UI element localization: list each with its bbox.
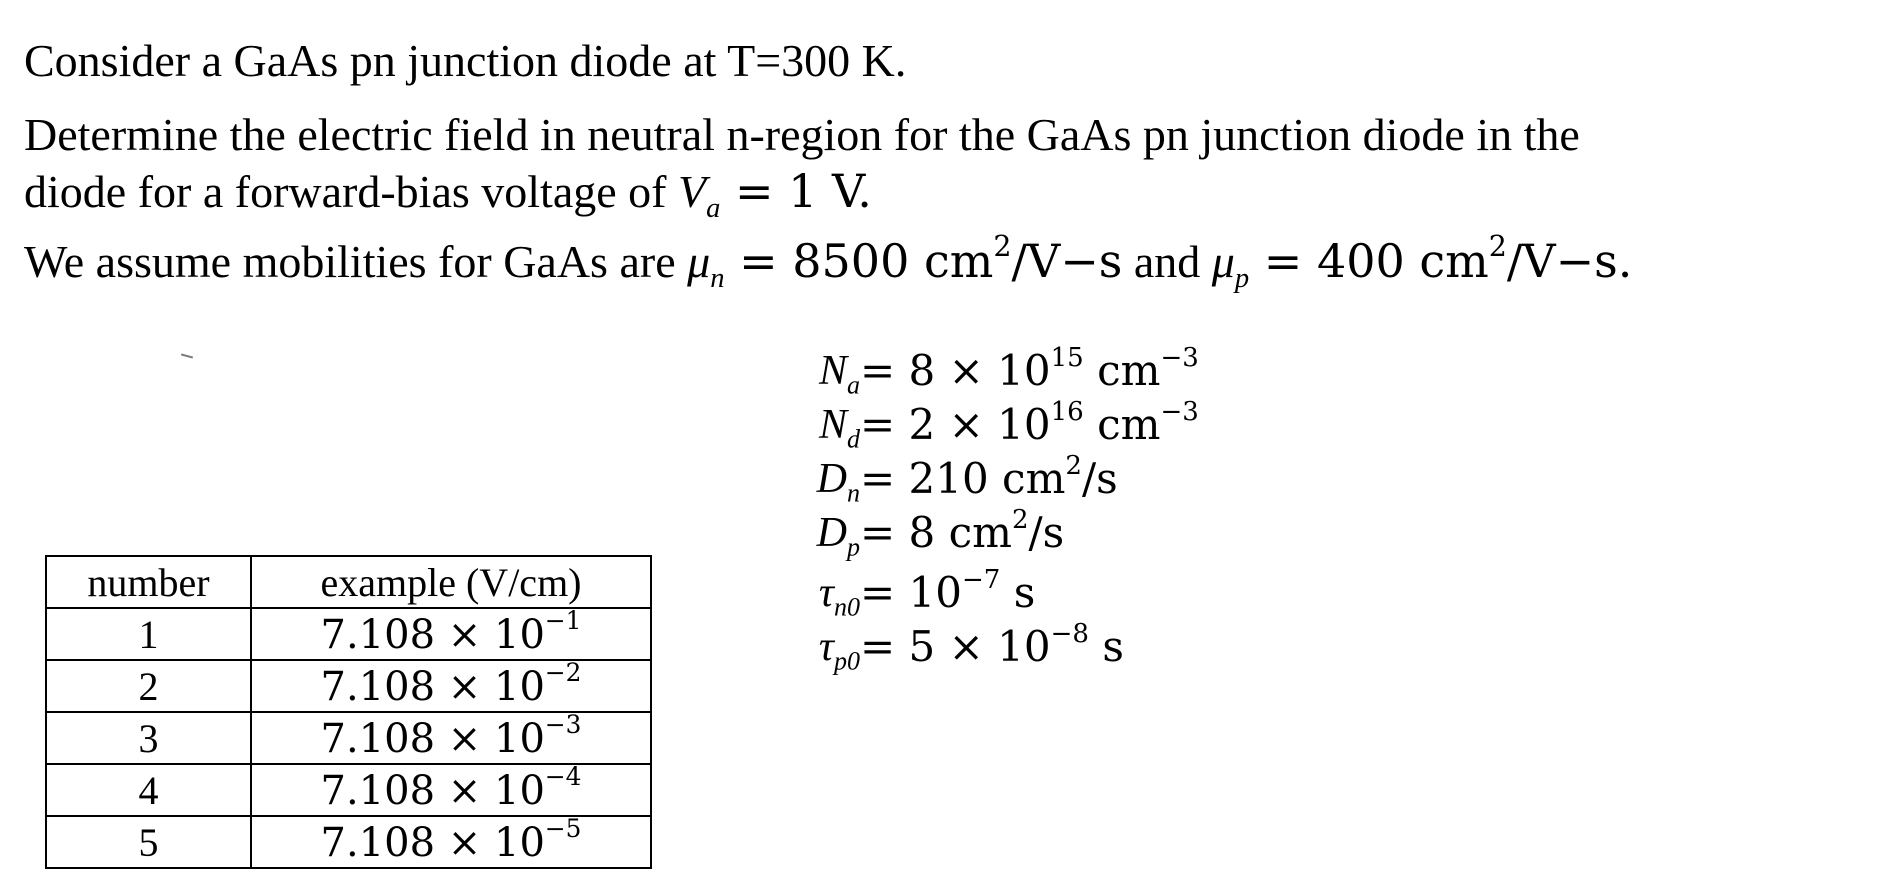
row-number: 3 [46, 712, 251, 764]
row-value: $7.108 \times 10^{-4}$ [251, 764, 651, 816]
row-value: $7.108 \times 10^{-5}$ [251, 816, 651, 868]
problem-line-2 [24, 109, 1580, 160]
stray-mark [181, 353, 193, 358]
table-row [46, 608, 651, 660]
parameter-value: = $5 \times 10^{-8}$ s [860, 619, 1124, 671]
mu-n-value: = 8500 cm [724, 234, 994, 288]
parameter-symbol: $D_n$ [816, 456, 860, 508]
mu-n-symbol: μ [687, 236, 711, 287]
table-row [46, 816, 651, 868]
row-number: 5 [46, 816, 251, 868]
voltage-value: = 1 V. [720, 164, 872, 218]
parameter-value: = 8 $cm^2/s$ [860, 505, 1065, 557]
mu-p-exponent: 2 [1488, 230, 1507, 264]
table-row [46, 660, 651, 712]
problem-line-1-text: Consider a GaAs pn junction diode at T=300 K. [24, 35, 907, 86]
table-row [46, 764, 651, 816]
parameter-value: = $10^{-7}$ s [860, 565, 1036, 617]
parameter-value: = 210 $cm^2/s$ [860, 451, 1118, 503]
parameter-symbol: $N_a$ [818, 348, 860, 400]
row-number: 4 [46, 764, 251, 816]
row-value: $7.108 \times 10^{-2}$ [251, 660, 651, 712]
answer-table [45, 555, 652, 869]
parameter-symbol: $\tau_{n0}$ [818, 570, 860, 622]
and-text: and [1122, 236, 1212, 287]
row-value: $7.108 \times 10^{-1}$ [251, 608, 651, 660]
mu-n-subscript: n [710, 263, 725, 295]
voltage-symbol: V [677, 166, 707, 217]
mu-n-exponent: 2 [993, 230, 1012, 264]
voltage-subscript: a [706, 193, 721, 225]
problem-line-3 [24, 164, 872, 225]
mu-p-symbol: μ [1211, 236, 1235, 287]
column-header-number: number [46, 556, 251, 608]
parameter-symbol: $N_d$ [818, 402, 860, 454]
row-number: 2 [46, 660, 251, 712]
parameter-symbol: $\tau_{p0}$ [818, 624, 860, 676]
problem-line-4 [24, 230, 1633, 295]
problem-line-4-text: We assume mobilities for GaAs are [24, 236, 688, 287]
problem-line-1 [24, 35, 907, 86]
parameter-value: = $8 \times 10^{15}$ $cm^{-3}$ [860, 343, 1199, 395]
parameter-symbol: $D_p$ [816, 510, 860, 562]
mu-p-subscript: p [1234, 263, 1250, 295]
mu-p-unit: /V−s. [1506, 234, 1633, 288]
mu-n-unit: /V−s [1011, 234, 1123, 288]
row-number: 1 [46, 608, 251, 660]
problem-line-3-text: diode for a forward-bias voltage of [24, 166, 678, 217]
column-header-example: example (V/cm) [251, 556, 651, 608]
table-row [46, 712, 651, 764]
mu-p-value: = 400 cm [1249, 234, 1489, 288]
problem-line-2-text: Determine the electric field in neutral n-region for the GaAs pn junction diode in the [24, 109, 1580, 160]
table-header-row [46, 556, 651, 608]
row-value: $7.108 \times 10^{-3}$ [251, 712, 651, 764]
parameter-value: = $2 \times 10^{16}$ $cm^{-3}$ [860, 397, 1199, 449]
